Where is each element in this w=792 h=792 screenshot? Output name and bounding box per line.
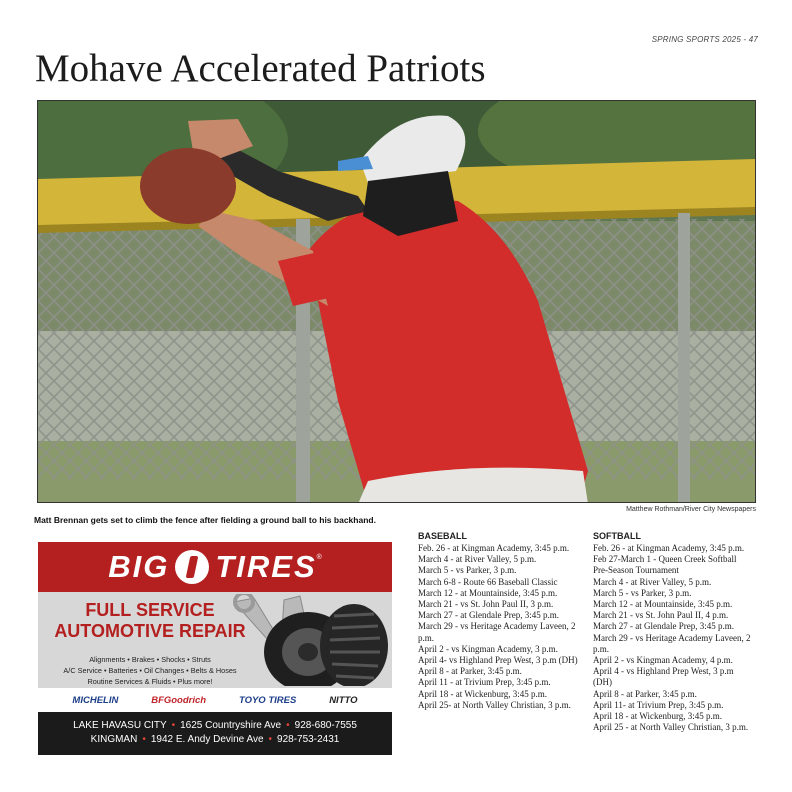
ad-headline-line2: AUTOMOTIVE REPAIR: [54, 621, 246, 641]
photo-caption: Matt Brennan gets set to climb the fence after fielding a ground ball to his backhand.: [34, 515, 376, 525]
list-item: Feb. 26 - at Kingman Academy, 3:45 p.m.: [418, 543, 570, 553]
list-item: March 21 - vs St. John Paul II, 3 p.m.: [418, 599, 554, 610]
baseball-photo: [37, 100, 756, 503]
loc2-address: 1942 E. Andy Devine Ave: [150, 734, 264, 745]
softball-title: SOFTBALL: [593, 531, 641, 541]
list-item: April 18 - at Wickenburg, 3:45 p.m.: [418, 688, 548, 699]
page-folio: SPRING SPORTS 2025 - 47: [651, 35, 758, 44]
list-item: March 6-8 - Route 66 Baseball Classic: [418, 576, 558, 587]
list-item: March 29 - vs Heritage Academy Laveen, 2 p.m.: [593, 632, 751, 654]
brand-toyo: TOYO TIRES: [238, 694, 297, 706]
logo-tires: TIRES: [215, 549, 317, 584]
services-line3: Routine Services & Fluids • Plus more!: [87, 677, 213, 686]
services-line2: A/C Service • Batteries • Oil Changes • Belts & Hoses: [63, 666, 237, 675]
loc2-sep1: •: [142, 734, 146, 745]
list-item: March 27 - at Glendale Prep, 3:45 p.m.: [593, 621, 734, 632]
brand-michelin: MICHELIN: [72, 694, 119, 706]
loc1-phone[interactable]: 928-680-7555: [294, 720, 357, 731]
list-item: April 4- vs Highland Prep West, 3 p.m (DH): [418, 655, 578, 666]
big-o-tires-ad[interactable]: [38, 542, 392, 755]
loc2-sep2: •: [268, 734, 273, 745]
big-o-logo-icon: [175, 550, 209, 584]
list-item: April 11- at Trivium Prep, 3:45 p.m.: [593, 699, 724, 710]
list-item: March 21 - vs St. John Paul II, 4 p.m.: [593, 610, 729, 621]
list-item: April 25 - at North Valley Christian, 3 p.m.: [593, 722, 749, 733]
photo-illustration: [38, 101, 756, 503]
list-item: April 25- at North Valley Christian, 3 p.m.: [418, 699, 571, 710]
photo-credit: Matthew Rothman/River City Newspapers: [626, 506, 756, 513]
baseball-schedule: [418, 531, 582, 711]
location-kingman: [38, 733, 392, 747]
brand-nitto: NITTO: [329, 694, 358, 706]
list-item: April 18 - at Wickenburg, 3:45 p.m.: [593, 711, 723, 722]
loc2-phone[interactable]: 928-753-2431: [277, 734, 340, 745]
loc1-address: 1625 Countryshire Ave: [180, 720, 282, 731]
ad-headline-line1: FULL SERVICE: [85, 600, 215, 620]
list-item: April 8 - at Parker, 3:45 p.m.: [593, 688, 697, 699]
list-item: March 4 - at River Valley, 5 p.m.: [418, 554, 537, 565]
list-item: Feb. 26 - at Kingman Academy, 3:45 p.m.: [593, 543, 745, 553]
list-item: April 2 - vs Kingman Academy, 3 p.m.: [418, 643, 558, 654]
baseball-game-list: [418, 543, 582, 711]
brand-bfgoodrich: BFGoodrich: [151, 694, 207, 706]
services-line1: Alignments • Brakes • Shocks • Struts: [89, 655, 211, 664]
list-item: March 5 - vs Parker, 3 p.m.: [593, 587, 692, 598]
baseball-title: BASEBALL: [418, 531, 467, 541]
list-item: March 12 - at Mountainside, 3:45 p.m.: [593, 599, 733, 610]
page-headline: Mohave Accelerated Patriots: [35, 47, 486, 90]
list-item: March 4 - at River Valley, 5 p.m.: [593, 576, 712, 587]
location-lake-havasu: [38, 719, 392, 733]
ad-logo-bar: [38, 542, 392, 592]
loc1-sep1: •: [171, 720, 176, 731]
list-item: Feb 27-March 1 - Queen Creek Softball Pre-Season Tournament: [593, 554, 737, 576]
list-item: March 5 - vs Parker, 3 p.m.: [418, 565, 517, 576]
loc2-city: KINGMAN: [90, 734, 138, 745]
ad-service-panel: [38, 592, 392, 688]
loc1-city: LAKE HAVASU CITY: [73, 720, 167, 731]
list-item: April 11 - at Trivium Prep, 3:45 p.m.: [418, 677, 551, 688]
list-item: April 2 - vs Kingman Academy, 4 p.m.: [593, 655, 733, 666]
list-item: March 29 - vs Heritage Academy Laveen, 2 p.m.: [418, 621, 576, 643]
list-item: April 8 - at Parker, 3:45 p.m.: [418, 666, 522, 677]
ad-brand-strip: [38, 688, 392, 712]
softball-game-list: [593, 543, 753, 733]
tire-and-wrench-icon: [224, 594, 390, 686]
list-item: March 27 - at Glendale Prep, 3:45 p.m.: [418, 610, 559, 621]
list-item: March 12 - at Mountainside, 3:45 p.m.: [418, 587, 558, 598]
softball-schedule: [593, 531, 753, 733]
registered-mark: ®: [316, 554, 322, 561]
list-item: April 4 - vs Highland Prep West, 3 p.m (DH): [593, 666, 734, 688]
loc1-sep2: •: [286, 720, 290, 731]
ad-locations: [38, 712, 392, 755]
logo-big: BIG: [108, 549, 170, 584]
